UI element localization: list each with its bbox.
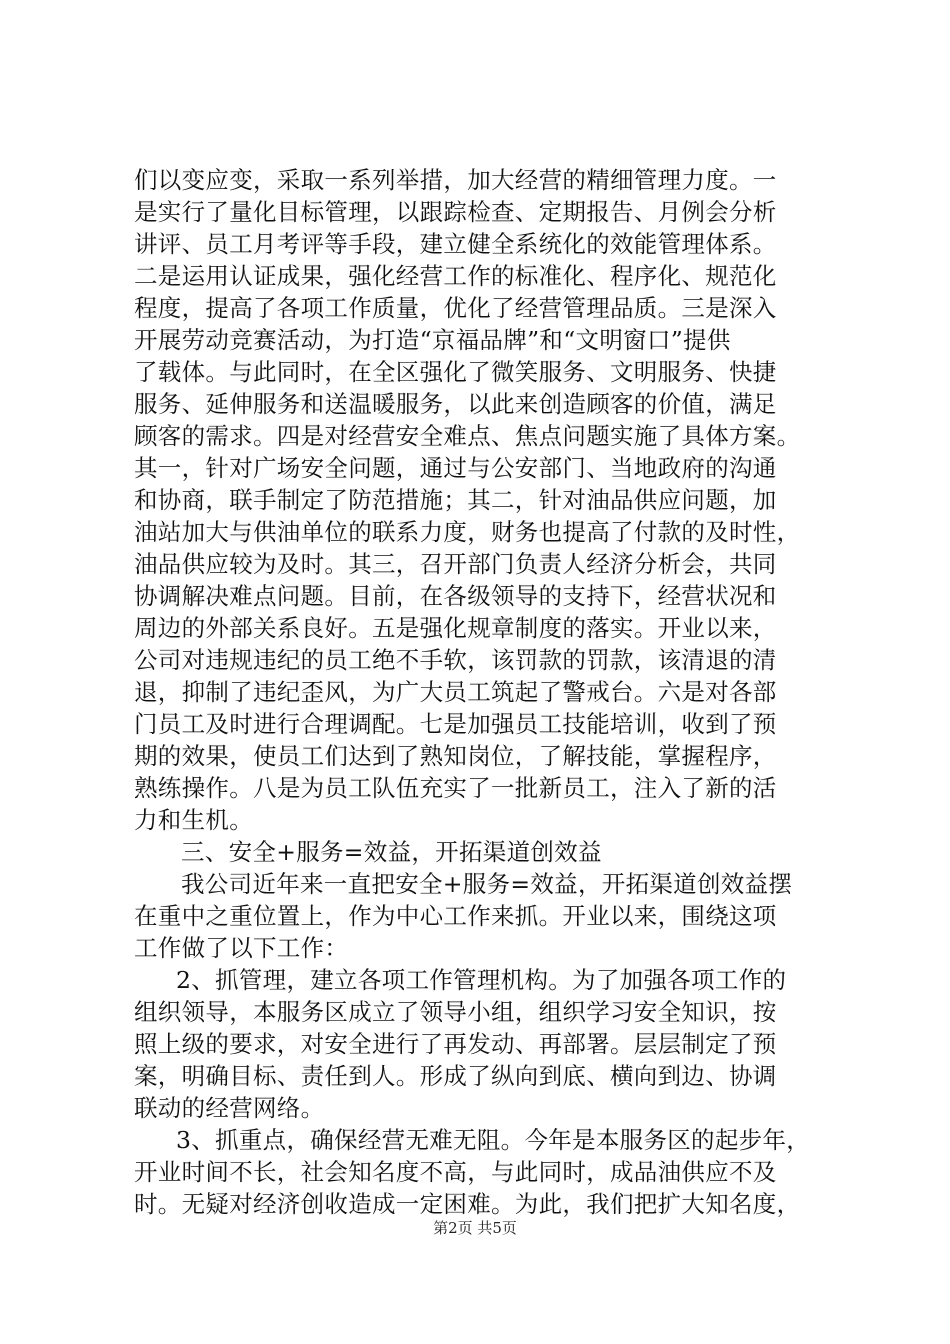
text-line: 二是运用认证成果，强化经营工作的标准化、程序化、规范化 xyxy=(134,262,777,290)
text-line: 3、抓重点，确保经营无难无阻。今年是本服务区的起步年， xyxy=(176,1126,811,1154)
text-line: 公司对违规违纪的员工绝不手软，该罚款的罚款，该清退的清 xyxy=(134,646,777,674)
text-line: 周边的外部关系良好。五是强化规章制度的落实。开业以来， xyxy=(134,614,777,642)
text-line: 开展劳动竞赛活动，为打造“京福品牌”和“文明窗口”提供 xyxy=(134,326,731,354)
page-footer: 第2页 共5页 xyxy=(433,1219,517,1237)
text-line: 工作做了以下工作： xyxy=(134,934,349,962)
text-line: 程度，提高了各项工作质量，优化了经营管理品质。三是深入 xyxy=(134,294,777,322)
text-line: 开业时间不长，社会知名度不高，与此同时，成品油供应不及 xyxy=(134,1158,777,1186)
text-line: 讲评、员工月考评等手段，建立健全系统化的效能管理体系。 xyxy=(134,230,777,258)
text-line: 服务、延伸服务和送温暖服务，以此来创造顾客的价值，满足 xyxy=(134,390,777,418)
text-line: 其一，针对广场安全问题，通过与公安部门、当地政府的沟通 xyxy=(134,454,777,482)
text-line: 联动的经营网络。 xyxy=(134,1094,325,1122)
text-line: 是实行了量化目标管理，以跟踪检查、定期报告、月例会分析 xyxy=(134,198,777,226)
text-line: 油品供应较为及时。其三，召开部门负责人经济分析会，共同 xyxy=(134,550,777,578)
text-line: 门员工及时进行合理调配。七是加强员工技能培训，收到了预 xyxy=(134,710,777,738)
section-heading: 三、安全+服务=效益，开拓渠道创效益 xyxy=(181,838,602,866)
text-line: 退，抑制了违纪歪风，为广大员工筑起了警戒台。六是对各部 xyxy=(134,678,777,706)
text-line: 期的效果，使员工们达到了熟知岗位，了解技能，掌握程序， xyxy=(134,742,777,770)
text-line: 2、抓管理，建立各项工作管理机构。为了加强各项工作的 xyxy=(176,966,787,994)
text-line: 照上级的要求，对安全进行了再发动、再部署。层层制定了预 xyxy=(134,1030,777,1058)
text-line: 和协商，联手制定了防范措施；其二，针对油品供应问题，加 xyxy=(134,486,777,514)
text-line: 协调解决难点问题。目前，在各级领导的支持下，经营状况和 xyxy=(134,582,777,610)
text-line: 油站加大与供油单位的联系力度，财务也提高了付款的及时性， xyxy=(134,518,801,546)
text-line: 了载体。与此同时，在全区强化了微笑服务、文明服务、快捷 xyxy=(134,358,777,386)
text-line: 顾客的需求。四是对经营安全难点、焦点问题实施了具体方案。 xyxy=(134,422,801,450)
text-line: 在重中之重位置上，作为中心工作来抓。开业以来，围绕这项 xyxy=(134,902,777,930)
text-line: 们以变应变，采取一系列举措，加大经营的精细管理力度。一 xyxy=(134,166,777,194)
text-line: 我公司近年来一直把安全+服务=效益，开拓渠道创效益摆 xyxy=(181,870,793,898)
text-line: 组织领导，本服务区成立了领导小组，组织学习安全知识，按 xyxy=(134,998,777,1026)
text-line: 案，明确目标、责任到人。形成了纵向到底、横向到边、协调 xyxy=(134,1062,777,1090)
text-line: 熟练操作。八是为员工队伍充实了一批新员工，注入了新的活 xyxy=(134,774,777,802)
text-line: 力和生机。 xyxy=(134,806,253,834)
text-line: 时。无疑对经济创收造成一定困难。为此，我们把扩大知名度， xyxy=(134,1190,801,1218)
